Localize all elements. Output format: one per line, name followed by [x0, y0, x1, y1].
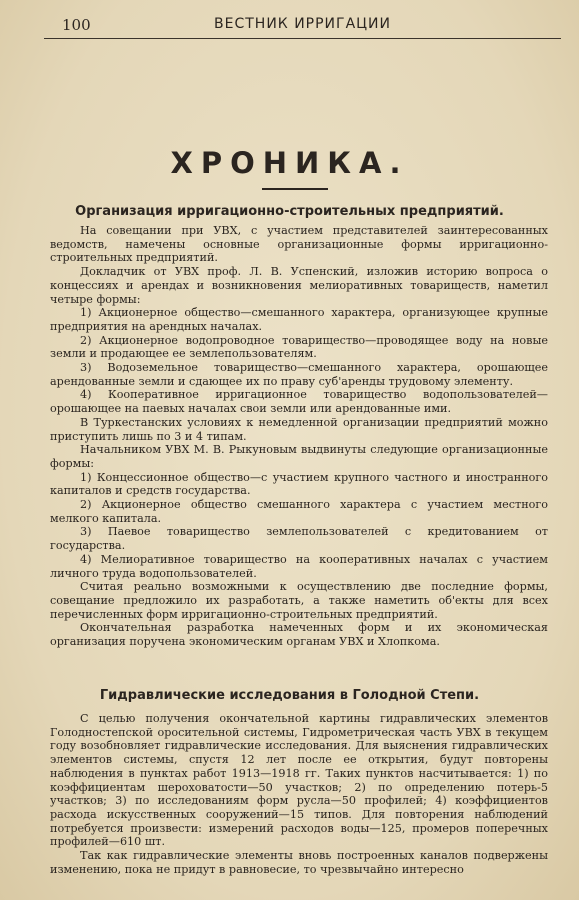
article-1-heading: Организация ирригационно-строительных предприятий. [75, 204, 504, 219]
list-item: 3) Водоземельное товарищество—смешанного характера, орошающее арендованные земли и сдающее их по праву суб'аренды трудовому элементу. [50, 361, 548, 388]
list-item: 2) Акционерное общество смешанного характера с участием местного мелкого капитала. [50, 498, 548, 525]
article-2-heading: Гидравлические исследования в Голодной Степи. [99, 688, 480, 703]
list-item: 2) Акционерное водопроводное товарищество—проводящее воду на новые земли и продающее ее землепользователям. [50, 333, 548, 361]
article-2-body [50, 712, 548, 876]
article-1-body [50, 224, 548, 649]
paragraph: Считая реально возможными к осуществлению две последние формы, совещание предложило их разработать, а также наметить об'екты для всех перечисленных форм ирригационно-строительных предприятий. [50, 580, 548, 621]
paragraph: На совещании при УВХ, с участием представителей заинтересованных ведомств, намечены основные организационные формы ирригационно-строительных предприятий. [50, 224, 548, 265]
list-item: 3) Паевое товарищество землепользователей с кредитованием от государства. [50, 525, 548, 553]
list-item: 1) Акционерное общество—смешанного характера, организующее крупные предприятия на арендных началах. [50, 306, 548, 333]
paragraph: Так как гидравлические элементы вновь построенных каналов подвержены изменению, пока не придут в равновесие, то чрезвычайно интересно [50, 849, 548, 876]
journal-title: ВЕСТНИК ИРРИГАЦИИ [214, 16, 391, 32]
paragraph: Начальником УВХ М. В. Рыкуновым выдвинуты следующие организационные формы: [50, 443, 548, 470]
paragraph: Докладчик от УВХ проф. Л. В. Успенский, изложив историю вопроса о концессиях и арендах и возникновения мелиоративных товариществ, наметил четыре формы: [50, 265, 548, 306]
running-header [44, 14, 561, 39]
paragraph: В Туркестанских условиях к немедленной организации предприятий можно приступить лишь по 3 и 4 типам. [50, 415, 548, 443]
title-underline [262, 188, 328, 190]
page-number: 100 [62, 16, 91, 34]
section-title: ХРОНИКА. [170, 146, 409, 180]
paragraph: С целью получения окончательной картины гидравлических элементов Голодностепской оросительной системы, Гидрометрическая часть УВХ в текущем году возобновляет гидравлические исследования. Для выяснения гидравлических элементов системы, спустя 12 лет после ее открытия, будут повторены наблюдения в пунктах работ 1913—1918 гг. Таких пунктов насчитывается: 1) по коэффициентам шероховатости—50 участков; 2) по определению потерь-5 участков; 3) по исследованиям форм русла—50 профилей; 4) коэффициентов расхода искусственных сооружений—15 типов. Для повторения наблюдений потребуется произвести: измерений расходов воды—125, промеров поперечных профилей—610 шт. [50, 712, 548, 849]
list-item: 4) Кооперативное ирригационное товарищество водопользователей—орошающее на паевых началах свои земли или арендованные ими. [50, 388, 548, 416]
list-item: 4) Мелиоративное товарищество на кооперативных началах с участием личного труда водопользователей. [50, 552, 548, 580]
paragraph: Окончательная разработка намеченных форм и их экономическая организация поручена экономическим органам УВХ и Хлопкома. [50, 621, 548, 649]
list-item: 1) Концессионное общество—с участием крупного частного и иностранного капиталов и средств государства. [50, 470, 548, 498]
